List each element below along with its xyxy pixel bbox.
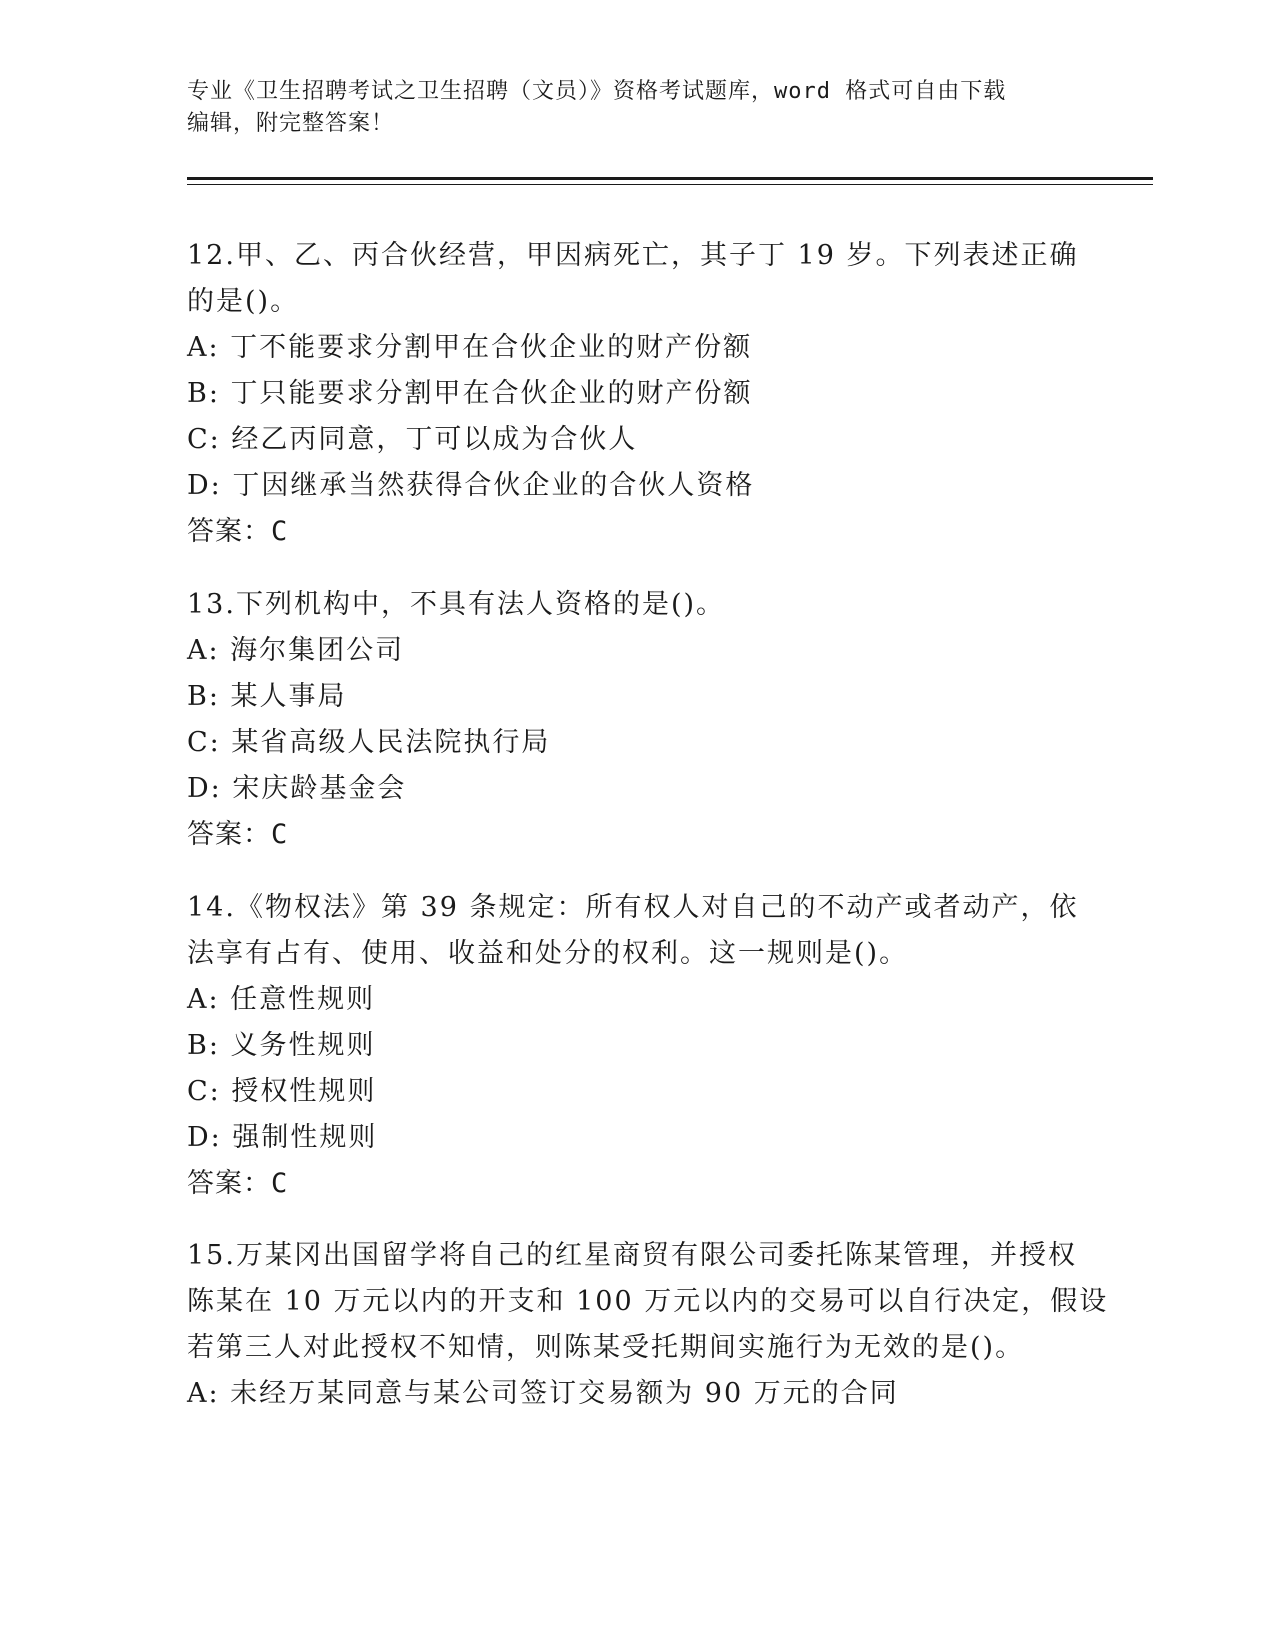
- answer-line: 答案：C: [187, 1168, 289, 1199]
- question-13: [187, 582, 1087, 858]
- option-a: A: 丁不能要求分割甲在合伙企业的财产份额: [187, 332, 753, 363]
- option-d: D: 强制性规则: [187, 1122, 378, 1153]
- option-a: A: 海尔集团公司: [187, 635, 405, 666]
- question-stem-line: 若第三人对此授权不知情，则陈某受托期间实施行为无效的是()。: [187, 1332, 1025, 1363]
- question-15: [187, 1233, 1109, 1417]
- header-divider-thin: [187, 184, 1153, 185]
- option-c: C: 授权性规则: [187, 1076, 377, 1107]
- answer-line: 答案：C: [187, 819, 289, 850]
- header-line-2: 编辑，附完整答案！: [187, 111, 395, 136]
- option-d: D: 丁因继承当然获得合伙企业的合伙人资格: [187, 470, 755, 501]
- question-stem-line: 法享有占有、使用、收益和处分的权利。这一规则是()。: [187, 938, 909, 969]
- answer-line: 答案：C: [187, 516, 289, 547]
- document-header: [187, 76, 1087, 140]
- question-stem: [187, 582, 1087, 628]
- option-a: A: 任意性规则: [187, 984, 376, 1015]
- option-c: C: 经乙丙同意，丁可以成为合伙人: [187, 424, 638, 455]
- option-c: C: 某省高级人民法院执行局: [187, 727, 551, 758]
- option-b: B: 义务性规则: [187, 1030, 376, 1061]
- question-stem: [187, 1233, 1109, 1371]
- question-stem-line: 15.万某冈出国留学将自己的红星商贸有限公司委托陈某管理，并授权: [187, 1240, 1077, 1271]
- question-stem: [187, 233, 1087, 325]
- question-stem-line: 陈某在 10 万元以内的开支和 100 万元以内的交易可以自行决定，假设: [187, 1286, 1109, 1317]
- question-stem: [187, 885, 1087, 977]
- question-stem-line: 的是()。: [187, 286, 300, 317]
- header-line-1: 专业《卫生招聘考试之卫生招聘（文员）》资格考试题库，word 格式可自由下载: [187, 79, 1007, 104]
- question-stem-line: 12.甲、乙、丙合伙经营，甲因病死亡，其子丁 19 岁。下列表述正确: [187, 240, 1079, 271]
- question-stem-line: 14.《物权法》第 39 条规定：所有权人对自己的不动产或者动产，依: [187, 892, 1079, 923]
- header-divider-thick: [187, 177, 1153, 180]
- question-14: [187, 885, 1087, 1207]
- option-d: D: 宋庆龄基金会: [187, 773, 407, 804]
- option-b: B: 某人事局: [187, 681, 347, 712]
- option-b: B: 丁只能要求分割甲在合伙企业的财产份额: [187, 378, 753, 409]
- question-12: [187, 233, 1087, 555]
- option-a: A: 未经万某同意与某公司签订交易额为 90 万元的合同: [187, 1378, 899, 1409]
- question-stem-line: 13.下列机构中，不具有法人资格的是()。: [187, 589, 726, 620]
